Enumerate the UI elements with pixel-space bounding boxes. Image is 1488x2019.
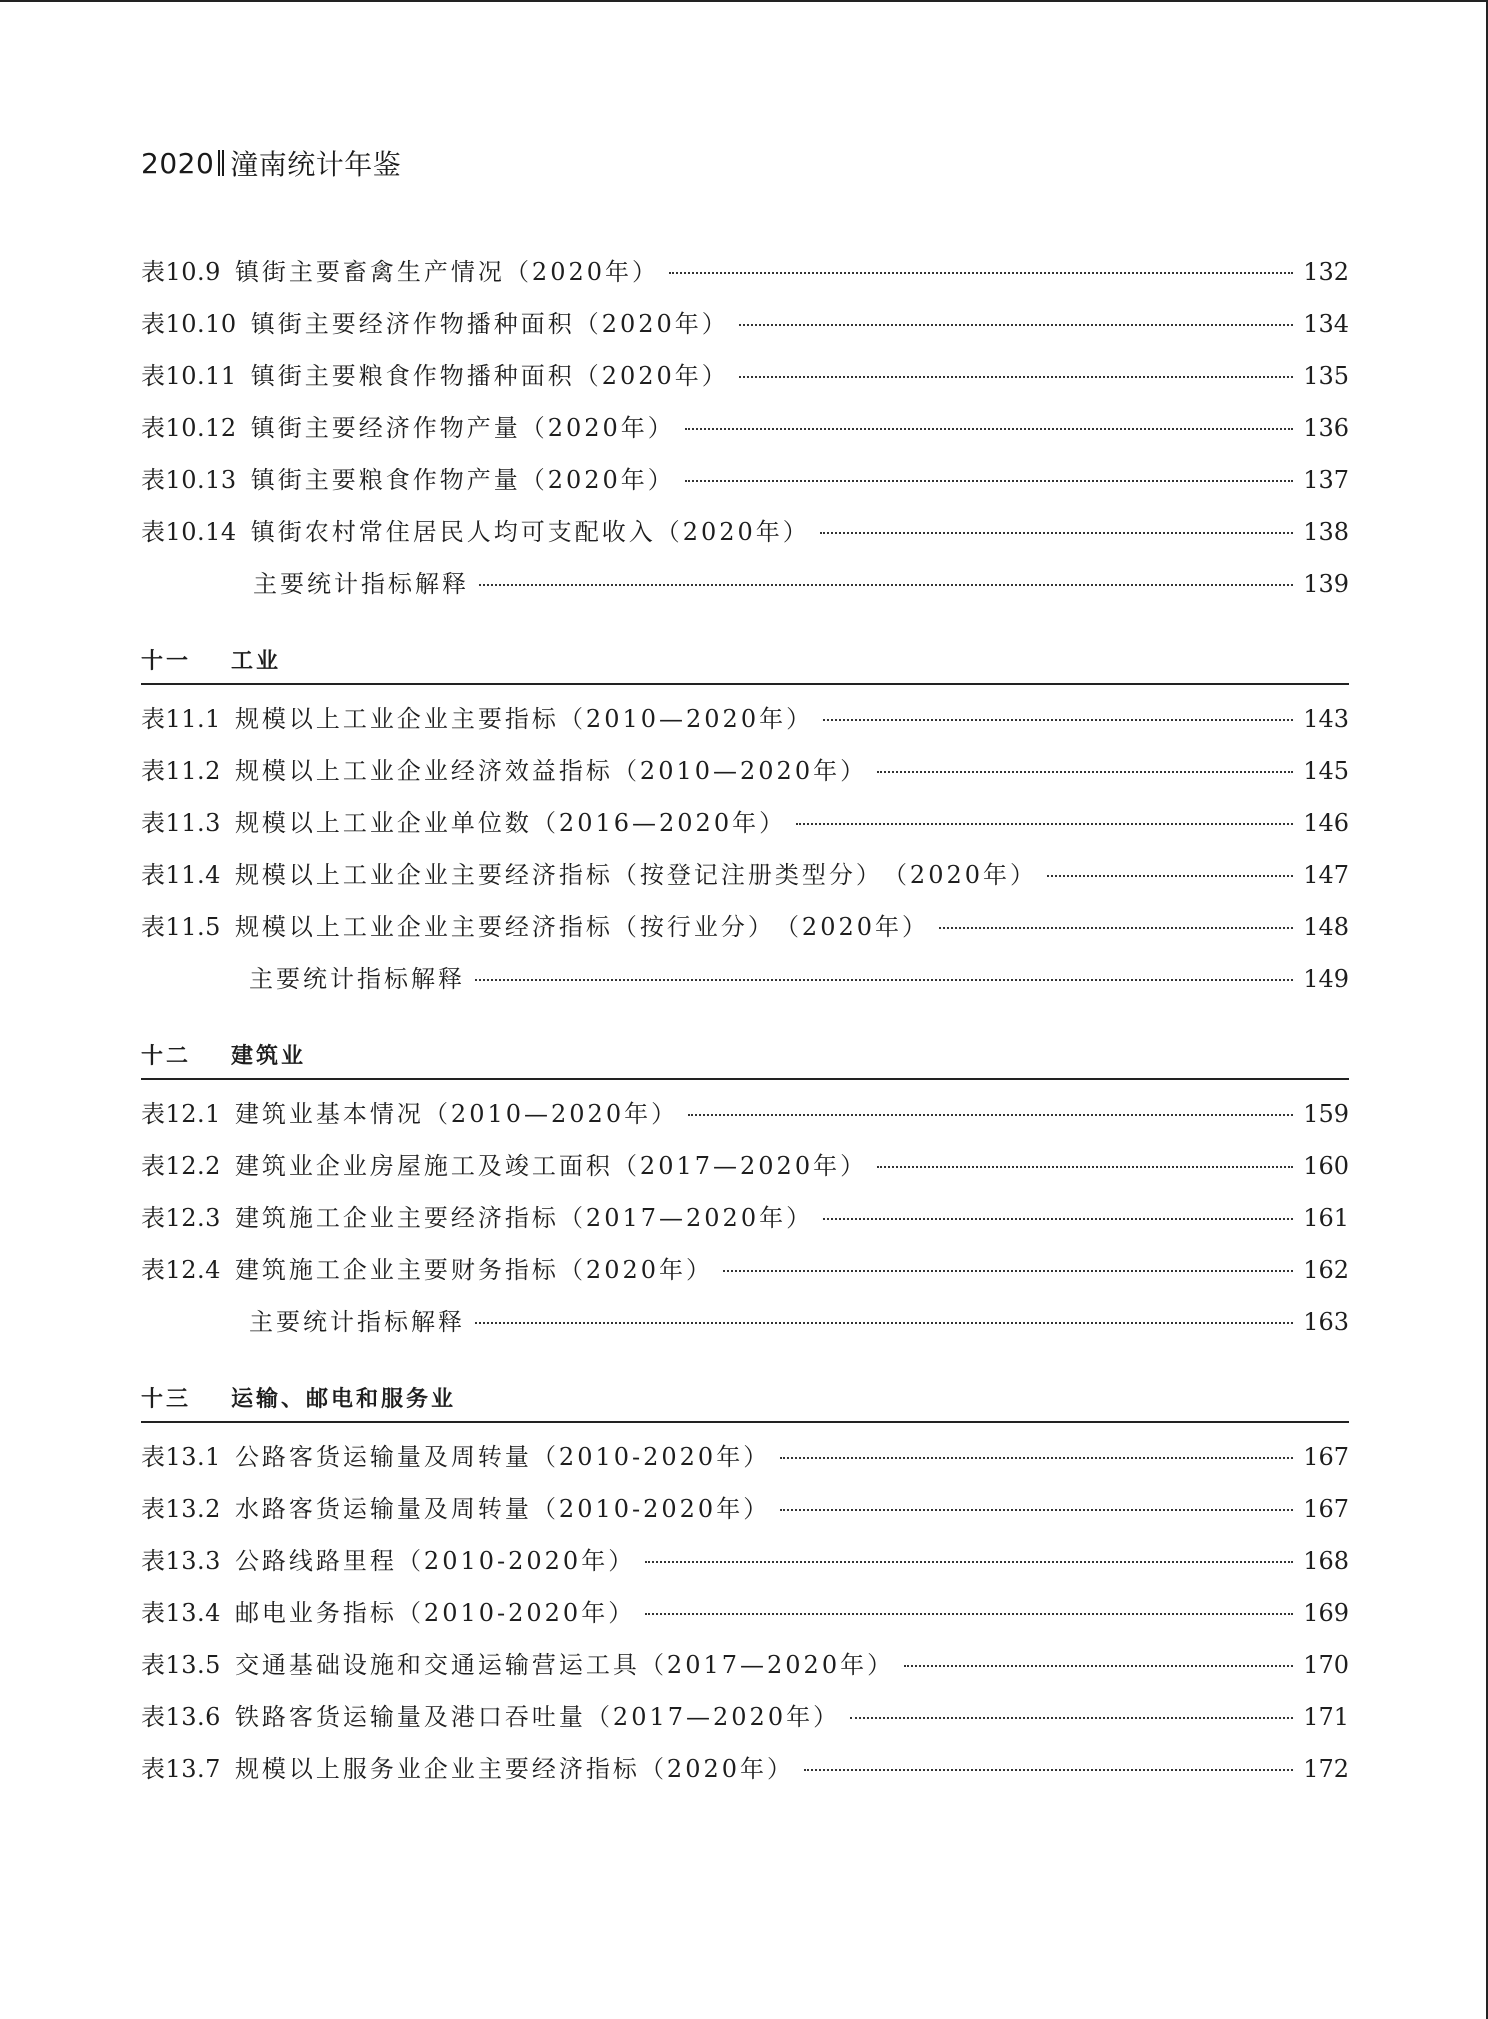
toc-entry[interactable]: [141, 356, 1349, 408]
table-number: 表10.10: [141, 310, 237, 338]
entry-year-range: （2020年）: [574, 310, 729, 338]
entry-year-range: （2010-2020年）: [531, 1443, 771, 1471]
entry-year-range: （2010-2020年）: [531, 1495, 771, 1523]
table-number: 表13.4: [141, 1599, 221, 1627]
toc-entry[interactable]: [141, 1437, 1349, 1489]
table-number: 表12.2: [141, 1152, 221, 1180]
page-number: 135: [1303, 362, 1349, 390]
table-of-contents: [141, 252, 1349, 1815]
dot-leader: [780, 1457, 1293, 1459]
page-number: 161: [1303, 1204, 1349, 1232]
table-number: 表11.1: [141, 705, 221, 733]
entry-title: 邮电业务指标: [234, 1599, 397, 1627]
toc-entry[interactable]: [141, 1593, 1349, 1645]
dot-leader: [645, 1613, 1293, 1615]
toc-entry[interactable]: [141, 1250, 1349, 1302]
dot-leader: [475, 979, 1293, 981]
table-number: 表10.14: [141, 518, 237, 546]
section-name: 建筑业: [231, 1044, 307, 1069]
page-number: 145: [1303, 757, 1349, 785]
toc-entry[interactable]: [141, 564, 1349, 616]
table-number: 表11.3: [141, 809, 221, 837]
entry-title: 主要统计指标解释: [253, 570, 469, 598]
dot-leader: [739, 324, 1293, 326]
section-heading[interactable]: [141, 1039, 1349, 1080]
dot-leader: [939, 927, 1293, 929]
dot-leader: [723, 1270, 1293, 1272]
dot-leader: [850, 1717, 1293, 1719]
dot-leader: [780, 1509, 1293, 1511]
table-number: 表11.2: [141, 757, 221, 785]
table-number: 表13.2: [141, 1495, 221, 1523]
table-number: 表13.5: [141, 1651, 221, 1679]
dot-leader: [804, 1769, 1293, 1771]
toc-entry[interactable]: [141, 1697, 1349, 1749]
table-number: 表13.7: [141, 1755, 221, 1783]
entry-title: 主要统计指标解释: [249, 1308, 465, 1336]
table-number: 表13.3: [141, 1547, 221, 1575]
dot-leader: [669, 272, 1293, 274]
table-number: 表12.1: [141, 1100, 221, 1128]
toc-entry[interactable]: [141, 699, 1349, 751]
toc-entry[interactable]: [141, 751, 1349, 803]
section-number: 十二: [141, 1044, 192, 1069]
toc-entry[interactable]: [141, 1541, 1349, 1593]
toc-entry[interactable]: [141, 1489, 1349, 1541]
dot-leader: [685, 428, 1293, 430]
page-number: 137: [1303, 466, 1349, 494]
toc-entry[interactable]: [141, 907, 1349, 959]
dot-leader: [475, 1322, 1293, 1324]
entry-year-range: （2020年）: [774, 913, 930, 941]
toc-entry[interactable]: [141, 252, 1349, 304]
entry-year-range: （2020年）: [574, 362, 729, 390]
page-number: 148: [1303, 913, 1349, 941]
table-number: 表13.6: [141, 1703, 221, 1731]
page-number: 169: [1303, 1599, 1349, 1627]
page-number: 168: [1303, 1547, 1349, 1575]
table-number: 表11.4: [141, 861, 221, 889]
page-number: 172: [1303, 1755, 1349, 1783]
page-number: 170: [1303, 1651, 1349, 1679]
page-number: 159: [1303, 1100, 1349, 1128]
toc-entry[interactable]: [141, 855, 1349, 907]
entry-title: 镇街主要经济作物产量: [250, 414, 521, 442]
header-title: 潼南统计年鉴: [230, 148, 402, 181]
toc-entry[interactable]: [141, 512, 1349, 564]
section-name: 运输、邮电和服务业: [231, 1387, 457, 1412]
entry-year-range: （2017—2020年）: [639, 1651, 895, 1679]
table-number: 表12.3: [141, 1204, 221, 1232]
section-name: 工业: [231, 649, 282, 674]
page-number: 167: [1303, 1495, 1349, 1523]
page-number: 160: [1303, 1152, 1349, 1180]
page-number: 138: [1303, 518, 1349, 546]
toc-entry[interactable]: [141, 1749, 1349, 1801]
dot-leader: [688, 1114, 1293, 1116]
section-number: 十三: [141, 1387, 192, 1412]
header-divider: [218, 150, 224, 176]
table-number: 表11.5: [141, 913, 221, 941]
dot-leader: [479, 584, 1293, 586]
running-header: [141, 143, 401, 183]
toc-entry[interactable]: [141, 1146, 1349, 1198]
section-entries: [141, 699, 1349, 1011]
dot-leader: [904, 1665, 1293, 1667]
entry-title: 铁路客货运输量及港口吞吐量: [234, 1703, 586, 1731]
dot-leader: [796, 823, 1293, 825]
header-year: 2020: [141, 146, 215, 180]
page-number: 139: [1303, 570, 1349, 598]
dot-leader: [645, 1561, 1293, 1563]
table-number: 表10.13: [141, 466, 237, 494]
entry-year-range: （2010-2020年）: [396, 1547, 636, 1575]
page-number: 132: [1303, 258, 1349, 286]
entry-title: 镇街主要粮食作物播种面积: [250, 362, 575, 390]
page-number: 143: [1303, 705, 1349, 733]
entry-title: 建筑施工企业主要财务指标: [234, 1256, 559, 1284]
dot-leader: [823, 1218, 1293, 1220]
entry-year-range: （2010-2020年）: [396, 1599, 636, 1627]
dot-leader: [1047, 875, 1293, 877]
dot-leader: [877, 1166, 1293, 1168]
entry-year-range: （2020年）: [520, 466, 675, 494]
entry-year-range: （2017—2020年）: [585, 1703, 841, 1731]
entry-year-range: （2010—2020年）: [423, 1100, 679, 1128]
section-entries: [141, 1437, 1349, 1801]
toc-section: [141, 644, 1349, 1011]
entry-title: 交通基础设施和交通运输营运工具: [234, 1651, 640, 1679]
page-number: 136: [1303, 414, 1349, 442]
toc-entry[interactable]: [141, 1198, 1349, 1250]
table-number: 表13.1: [141, 1443, 221, 1471]
page-number: 149: [1303, 965, 1349, 993]
table-number: 表12.4: [141, 1256, 221, 1284]
toc-entry[interactable]: [141, 408, 1349, 460]
table-number: 表10.11: [141, 362, 237, 390]
entry-year-range: （2020年）: [639, 1755, 795, 1783]
entry-title: 镇街主要畜禽生产情况: [234, 258, 505, 286]
entry-year-range: （2020年）: [882, 861, 1038, 889]
entry-year-range: （2017—2020年）: [612, 1152, 868, 1180]
page-number: 163: [1303, 1308, 1349, 1336]
toc-entry[interactable]: [141, 1094, 1349, 1146]
entry-title: 建筑施工企业主要经济指标: [234, 1204, 559, 1232]
table-number: 表10.12: [141, 414, 237, 442]
entry-title: 镇街主要粮食作物产量: [250, 466, 521, 494]
dot-leader: [823, 719, 1293, 721]
page-number: 167: [1303, 1443, 1349, 1471]
entry-title: 规模以上服务业企业主要经济指标: [234, 1755, 640, 1783]
section-heading[interactable]: [141, 1382, 1349, 1423]
entry-year-range: （2020年）: [520, 414, 675, 442]
toc-section: [141, 1039, 1349, 1354]
toc-section: [141, 1382, 1349, 1801]
dot-leader: [685, 480, 1293, 482]
toc-entry[interactable]: [141, 1645, 1349, 1697]
toc-entry[interactable]: [141, 1302, 1349, 1354]
page-number: 146: [1303, 809, 1349, 837]
entry-year-range: （2020年）: [655, 518, 810, 546]
entry-title: 建筑业企业房屋施工及竣工面积: [234, 1152, 613, 1180]
entry-title: 镇街主要经济作物播种面积: [250, 310, 575, 338]
entry-title: 规模以上工业企业主要经济指标（按登记注册类型分）: [234, 861, 883, 889]
entry-title: 水路客货运输量及周转量: [234, 1495, 532, 1523]
entry-year-range: （2010—2020年）: [612, 757, 868, 785]
entry-year-range: （2020年）: [504, 258, 660, 286]
intro-entries: [141, 252, 1349, 616]
entry-title: 规模以上工业企业主要指标: [234, 705, 559, 733]
table-number: 表10.9: [141, 258, 221, 286]
toc-entry[interactable]: [141, 460, 1349, 512]
toc-entry[interactable]: [141, 803, 1349, 855]
entry-year-range: （2017—2020年）: [558, 1204, 814, 1232]
entry-title: 公路客货运输量及周转量: [234, 1443, 532, 1471]
page-number: 162: [1303, 1256, 1349, 1284]
entry-year-range: （2010—2020年）: [558, 705, 814, 733]
page-number: 147: [1303, 861, 1349, 889]
dot-leader: [820, 532, 1293, 534]
page-top-border: [0, 0, 1488, 2]
dot-leader: [877, 771, 1293, 773]
entry-title: 规模以上工业企业经济效益指标: [234, 757, 613, 785]
entry-title: 规模以上工业企业主要经济指标（按行业分）: [234, 913, 775, 941]
entry-title: 公路线路里程: [234, 1547, 397, 1575]
entry-title: 主要统计指标解释: [249, 965, 465, 993]
entry-year-range: （2016—2020年）: [531, 809, 787, 837]
entry-title: 镇街农村常住居民人均可支配收入: [250, 518, 656, 546]
section-entries: [141, 1094, 1349, 1354]
entry-title: 规模以上工业企业单位数: [234, 809, 532, 837]
entry-year-range: （2020年）: [558, 1256, 714, 1284]
entry-title: 建筑业基本情况: [234, 1100, 424, 1128]
toc-entry[interactable]: [141, 304, 1349, 356]
page-number: 171: [1303, 1703, 1349, 1731]
section-heading[interactable]: [141, 644, 1349, 685]
toc-entry[interactable]: [141, 959, 1349, 1011]
page-number: 134: [1303, 310, 1349, 338]
section-number: 十一: [141, 649, 192, 674]
dot-leader: [739, 376, 1293, 378]
